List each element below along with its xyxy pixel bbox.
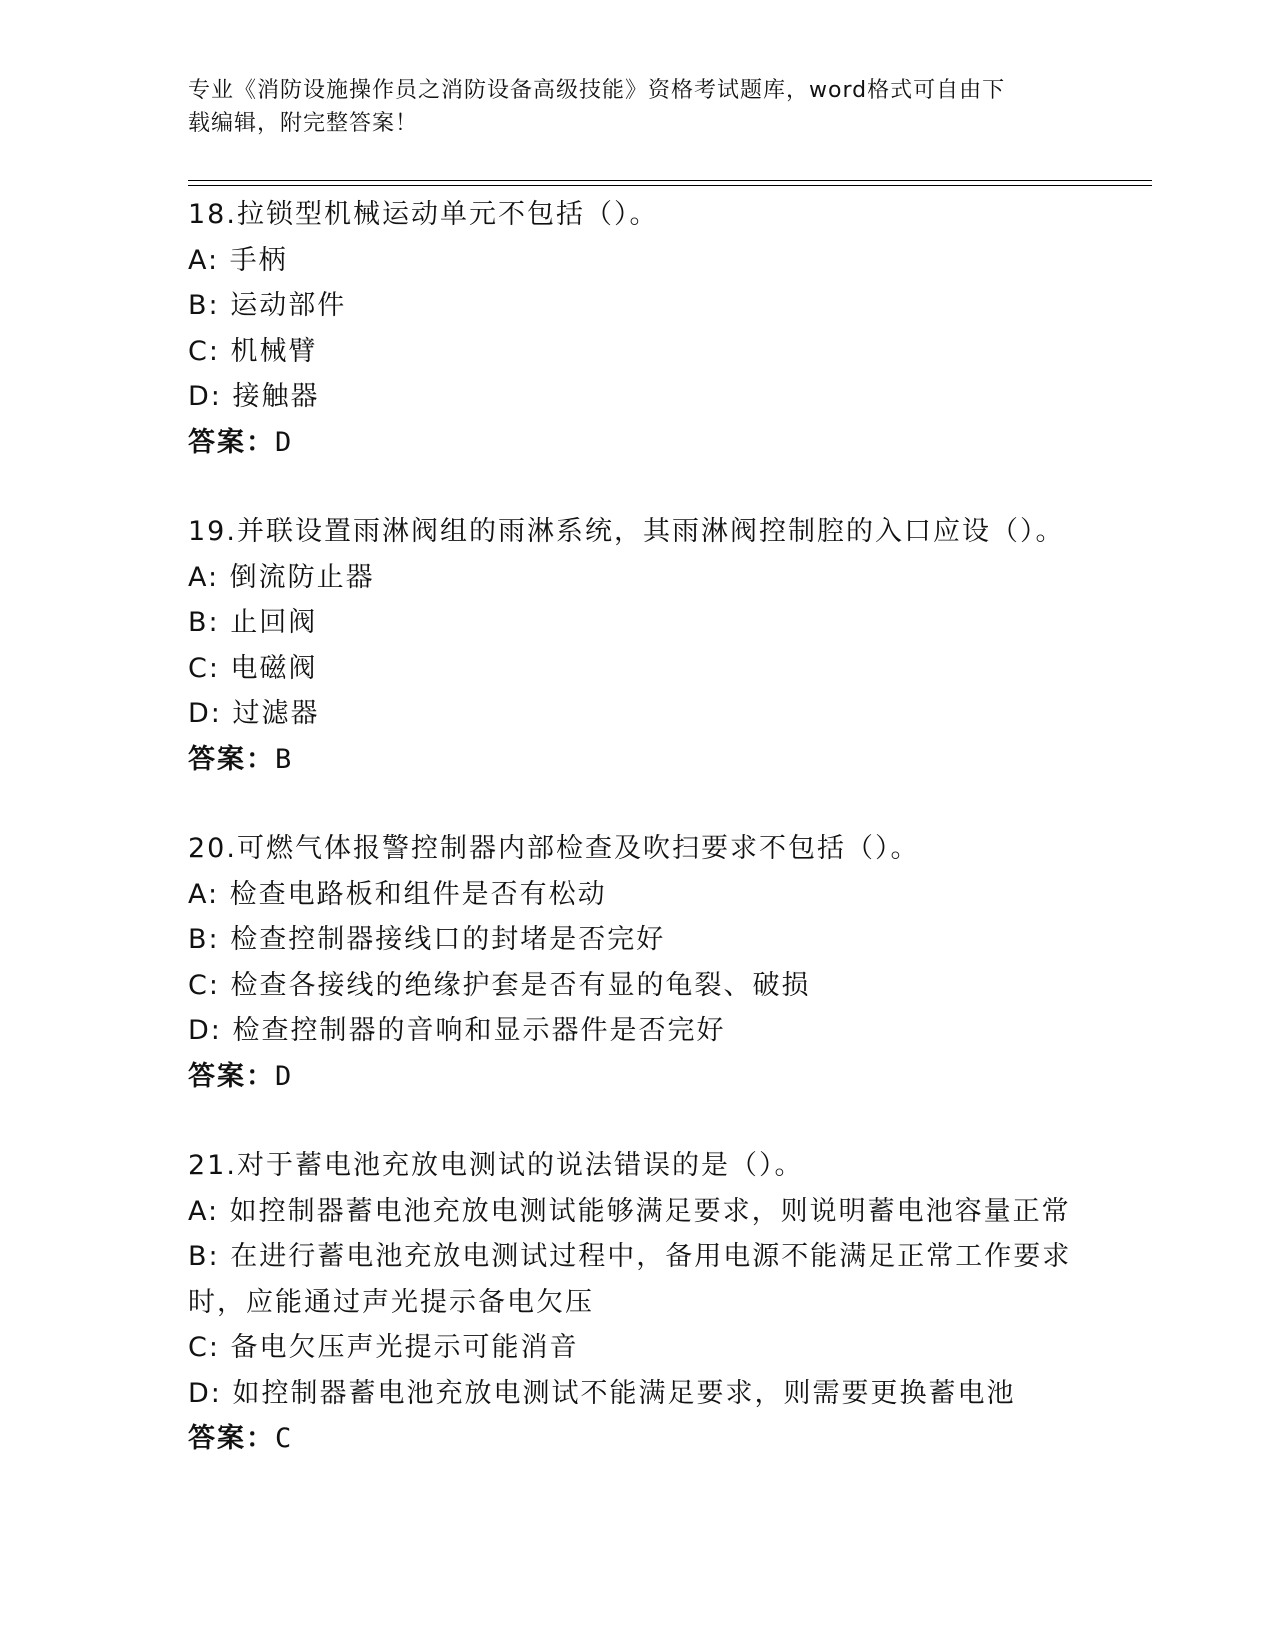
option-a: A: 检查电路板和组件是否有松动 <box>188 878 607 910</box>
answer-label: 答案： <box>188 1423 275 1454</box>
option-d: D: 过滤器 <box>188 698 320 729</box>
answer <box>188 420 1088 466</box>
header-line-1: 专业《消防设施操作员之消防设备高级技能》资格考试题库，word格式可自由下 <box>188 78 1006 103</box>
answer-label: 答案： <box>188 1060 275 1092</box>
answer-label: 答案： <box>188 743 275 775</box>
question-stem: 18.拉锁型机械运动单元不包括（）。 <box>188 199 659 230</box>
option-b: B: 运动部件 <box>188 290 347 321</box>
option-c: C: 机械臂 <box>188 335 318 367</box>
option-a: A: 如控制器蓄电池充放电测试能够满足要求，则说明蓄电池容量正常 <box>188 1195 1071 1227</box>
answer <box>188 737 1088 783</box>
option-b: B: 止回阀 <box>188 607 318 638</box>
answer-value: C <box>275 1423 292 1454</box>
question-stem: 21.对于蓄电池充放电测试的说法错误的是（）。 <box>188 1150 804 1181</box>
option-c: C: 备电欠压声光提示可能消音 <box>188 1332 579 1363</box>
option-b: B: 检查控制器接线口的封堵是否完好 <box>188 924 666 955</box>
answer <box>188 1416 1088 1462</box>
option-d: D: 如控制器蓄电池充放电测试不能满足要求，则需要更换蓄电池 <box>188 1377 1016 1409</box>
header-divider-bottom <box>188 185 1152 186</box>
question-list <box>188 192 1088 1506</box>
question-20 <box>188 826 1088 1099</box>
question-19 <box>188 509 1088 782</box>
option-d: D: 接触器 <box>188 381 320 412</box>
answer-value: D <box>275 426 292 458</box>
question-stem: 19.并联设置雨淋阀组的雨淋系统，其雨淋阀控制腔的入口应设（）。 <box>188 516 1065 547</box>
option-a: A: 倒流防止器 <box>188 561 375 593</box>
option-b-continued: 时，应能通过声光提示备电欠压 <box>188 1286 594 1318</box>
header-divider-top <box>188 180 1152 181</box>
option-b: B: 在进行蓄电池充放电测试过程中，备用电源不能满足正常工作要求 <box>188 1241 1072 1272</box>
option-d: D: 检查控制器的音响和显示器件是否完好 <box>188 1015 726 1046</box>
answer <box>188 1054 1088 1100</box>
option-c: C: 电磁阀 <box>188 652 318 684</box>
answer-label: 答案： <box>188 426 275 458</box>
question-stem: 20.可燃气体报警控制器内部检查及吹扫要求不包括（）。 <box>188 833 920 864</box>
header-line-2: 载编辑，附完整答案！ <box>188 111 419 136</box>
answer-value: B <box>275 743 292 775</box>
question-18 <box>188 192 1088 465</box>
question-21 <box>188 1143 1088 1462</box>
document-header <box>188 74 1068 140</box>
option-c: C: 检查各接线的绝缘护套是否有显的龟裂、破损 <box>188 969 811 1001</box>
answer-value: D <box>275 1060 292 1092</box>
option-a: A: 手柄 <box>188 244 288 276</box>
